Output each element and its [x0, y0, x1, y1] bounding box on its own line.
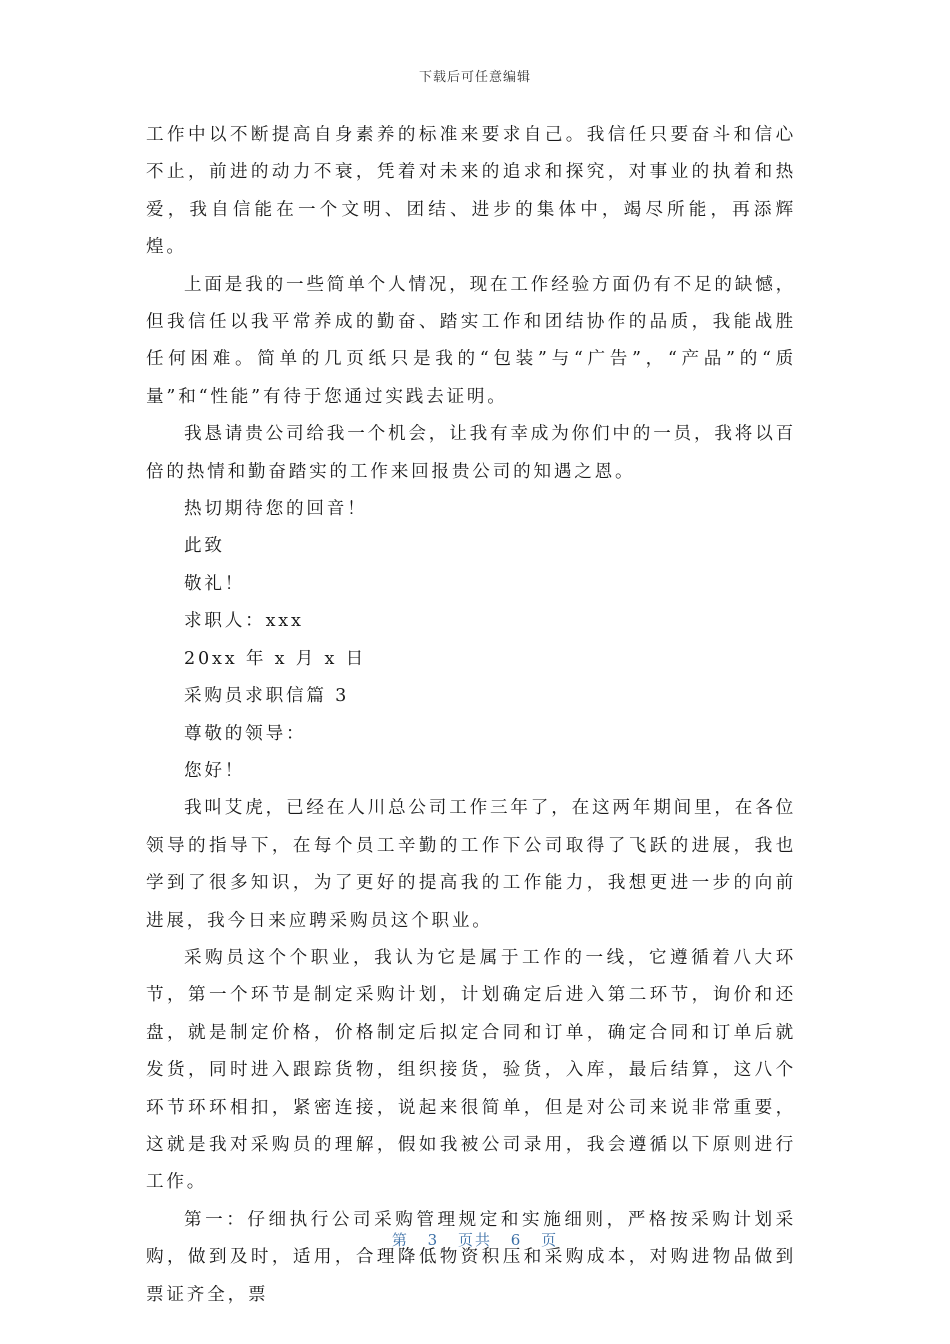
paragraph: 第一：仔细执行公司采购管理规定和实施细则，严格按采购计划采购，做到及时，适用，合理降低物资积压和采购成本，对购进物品做到票证齐全，票: [146, 1209, 796, 1305]
paragraph: 上面是我的一些简单个人情况，现在工作经验方面仍有不足的缺憾，但我信任以我平常养成的勤奋、踏实工作和团结协作的品质，我能战胜任何困难。简单的几页纸只是我的“包装”与“广告”，“产品”的“质量”和“性能”有待于您通过实践去证明。: [146, 274, 796, 407]
document-body: [146, 117, 796, 1314]
page-footer: 第 3 页共 6 页: [391, 1231, 559, 1249]
paragraph: 工作中以不断提高自身素养的标准来要求自己。我信任只要奋斗和信心不止，前进的动力不衰，凭着对未来的追求和探究，对事业的执着和热爱，我自信能在一个文明、团结、进步的集体中，竭尽所能，再添辉煌。: [146, 125, 796, 258]
closing-line: 此致: [184, 536, 225, 557]
paragraph: 我恳请贵公司给我一个机会，让我有幸成为你们中的一员，我将以百倍的热情和勤奋踏实的工作来回报贵公司的知遇之恩。: [146, 424, 796, 482]
page-header: 下载后可任意编辑: [418, 70, 531, 85]
paragraph: 我叫艾虎，已经在人川总公司工作三年了，在这两年期间里，在各位领导的指导下，在每个员工辛勤的工作下公司取得了飞跃的进展，我也学到了很多知识，为了更好的提高我的工作能力，我想更进一步的向前进展，我今日来应聘采购员这个职业。: [146, 798, 796, 931]
signature-line: 求职人：xxx: [184, 611, 304, 632]
paragraph: 采购员这个个职业，我认为它是属于工作的一线，它遵循着八大环节，第一个环节是制定采购计划，计划确定后进入第二环节，询价和还盘，就是制定价格，价格制定后拟定合同和订单，确定合同和订单后就发货，同时进入跟踪货物，组织接货，验货，入库，最后结算，这八个环节环环相扣，紧密连接，说起来很简单，但是对公司来说非常重要，这就是我对采购员的理解，假如我被公司录用，我会遵循以下原则进行工作。: [146, 947, 796, 1193]
salutation: 尊敬的领导：: [184, 723, 307, 744]
closing-line: 热切期待您的回音！: [184, 499, 368, 520]
date-line: 20xx 年 x 月 x 日: [184, 648, 367, 669]
greeting: 您好！: [184, 760, 246, 781]
section-title: 采购员求职信篇 3: [184, 686, 350, 707]
closing-line: 敬礼！: [184, 573, 246, 594]
